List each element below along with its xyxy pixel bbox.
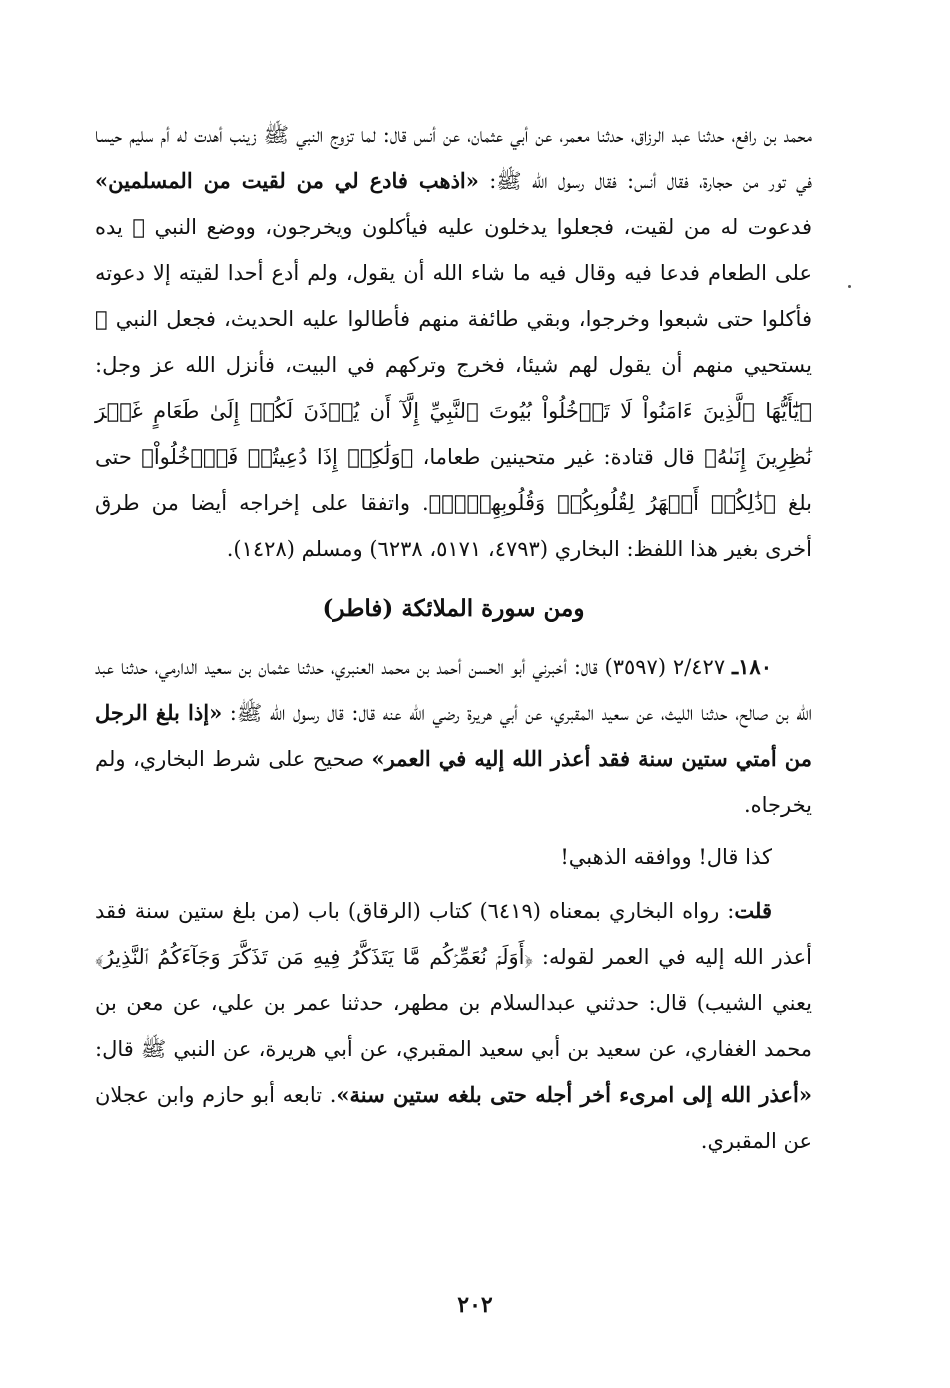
section-heading: ومن سورة الملائكة (فاطر) xyxy=(322,595,585,622)
commentary-label: قلت xyxy=(734,898,772,923)
text-run: يعني الشيب) قال: حدثني عبدالسلام بن مطهر، حدثنا عمر بن علي، عن معن بن محمد الغفاري، عن سعيد بن أبي سعيد المقبري، عن أبي هريرة، عن النبي ﷺ قال: xyxy=(95,991,812,1061)
quran-verse: ﴿يَٰٓأَيُّهَا ٱلَّذِينَ ءَامَنُواْ لَا تَدۡخُلُواْ بُيُوتَ ٱلنَّبِيِّ إِلَّآ أَن يُؤۡذَنَ لَكُمۡ إِلَىٰ طَعَامٍ غَيۡرَ نَٰظِرِينَ إِنَىٰهُ﴾ xyxy=(95,399,813,469)
text-run: : رواه البخاري بمعناه (٦٤١٩) كتاب (الرقاق) باب (من بلغ ستين سنة فقد أعذر الله إليه في العمر لقوله: xyxy=(95,899,812,969)
text-run: فدعوت له من لقيت، فجعلوا يدخلون عليه فيأكلون ويخرجون، ووضع النبي ﷺ يده على الطعام فدعا فيه وقال فيه ما شاء الله أن يقول، ولم أدع أحدا لقيته إلا دعوته فأكلوا حتى شبعوا وخرجوا، وبقي طائفة منهم فأطالوا عليه الحديث، فجعل النبي ﷺ يستحيي منهم أن يقول لهم شيئا، فخرج وتركهم في البيت، فأنزل الله عز وجل: xyxy=(95,215,812,377)
prophetic-quote: «أعذر الله إلى امرىء أخر أجله حتى بلغه ستين سنة» xyxy=(336,1082,812,1107)
editor-note: كذا قال! ووافقه الذهبي! xyxy=(560,845,772,869)
text-run: قال قتادة: غير متحينين طعاما، xyxy=(413,445,705,469)
hadith-number: ١٨٠ـ xyxy=(731,654,772,679)
text-run: صحيح على شرط البخاري، ولم يخرجاه. xyxy=(95,747,812,817)
quran-verse: ﴿أَوَلَمۡ نُعَمِّرۡكُم مَّا يَتَذَكَّرُ فِيهِ مَن تَذَكَّرَ وَجَآءَكُمُ ٱلنَّذِيرُ﴾ xyxy=(95,945,534,969)
prophetic-quote: «إذا بلغ الرجل من أمتي ستين سنة فقد أعذر الله إليه في العمر» xyxy=(95,700,812,771)
quran-verse: ﴿ذَٰلِكُمۡ أَطۡهَرُ لِقُلُوبِكُمۡ وَقُلُوبِهِنَّۚ﴾ xyxy=(428,491,777,515)
hadith-180-paragraph xyxy=(95,644,812,828)
quran-verse: ﴿وَلَٰكِنۡ إِذَا دُعِيتُمۡ فَٱدۡخُلُواْ﴾ xyxy=(141,445,414,469)
hadith-continuation-paragraph xyxy=(95,112,812,572)
commentary-paragraph xyxy=(95,888,812,1164)
text-run: ٢/٤٢٧ (٣٥٩٧) قال: أخبرني أبو الحسن أحمد بن محمد العنبري، حدثنا عثمان بن سعيد الدارمي، حدثنا عبد الله بن صالح، حدثنا الليث، عن سعيد المقبري، عن أبي هريرة رضي الله عنه قال: قال رسول الله ﷺ: xyxy=(95,655,812,725)
scan-speck xyxy=(848,285,851,288)
text-run: . تابعه أبو حازم وابن عجلان عن المقبري. xyxy=(95,1083,812,1153)
page-body xyxy=(95,112,812,1164)
text-run: حتى بلغ xyxy=(95,445,813,515)
text-run: محمد بن رافع، حدثنا عبد الرزاق، حدثنا معمر، عن أبي عثمان، عن أنس قال: لما تزوج النبي ﷺ زينب أهدت له أم سليم حيسا في تور من حجارة، فقال أنس: فقال رسول الله ﷺ: xyxy=(95,123,812,193)
prophetic-quote: «اذهب فادع لي من لقيت من المسلمين» xyxy=(95,168,479,193)
page-number: ٢٠٢ xyxy=(457,1292,493,1318)
text-run: . واتفقا على إخراجه أيضا من طرق أخرى بغير هذا اللفظ: البخاري (٤٧٩٣، ٥١٧١، ٦٢٣٨) ومسلم (١٤٢٨). xyxy=(95,491,812,561)
